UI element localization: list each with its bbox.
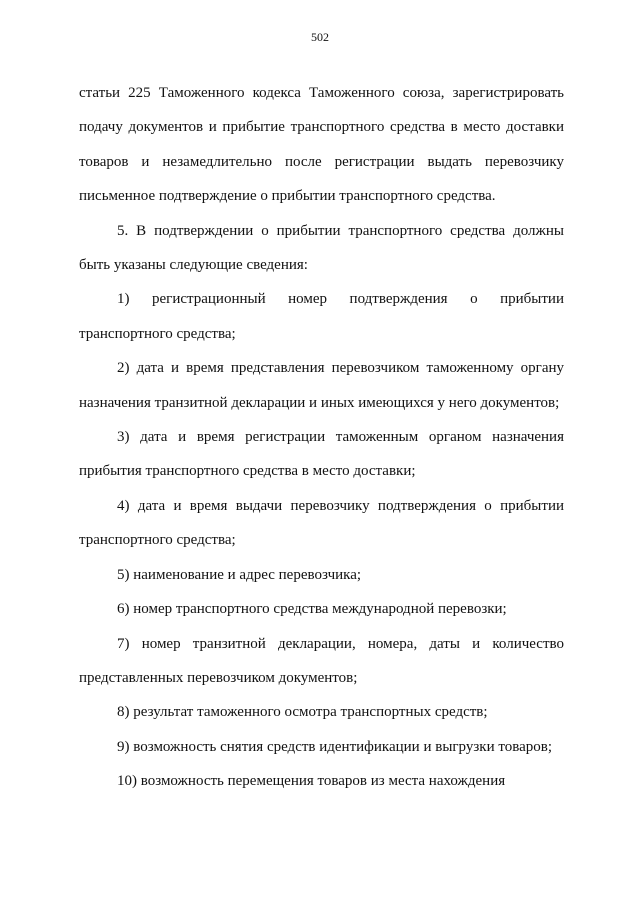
list-item-2: 2) дата и время представления перевозчиком таможенному органу назначения транзитной декларации и иных имеющихся у него документов; [79, 360, 564, 411]
page-number: 502 [311, 30, 329, 44]
list-item-8: 8) результат таможенного осмотра транспортных средств; [117, 704, 488, 721]
list-item-9: 9) возможность снятия средств идентификации и выгрузки товаров; [117, 738, 552, 755]
document-body [79, 76, 564, 799]
list-item-3: 3) дата и время регистрации таможенным органом назначения прибытия транспортного средства в место доставки; [79, 429, 564, 480]
list-item-7: 7) номер транзитной декларации, номера, даты и количество представленных перевозчиком документов; [79, 635, 564, 686]
list-item-10: 10) возможность перемещения товаров из места нахождения [117, 773, 506, 790]
list-item-5: 5) наименование и адрес перевозчика; [117, 566, 362, 583]
paragraph-continuation: статьи 225 Таможенного кодекса Таможенного союза, зарегистрировать подачу документов и прибытие транспортного средства в место доставки товаров и незамедлительно после регистрации выдать перевозчику письменное подтверждение о прибытии транспортного средства. [79, 85, 564, 205]
list-item-1: 1) регистрационный номер подтверждения о прибытии транспортного средства; [79, 291, 564, 342]
list-item-4: 4) дата и время выдачи перевозчику подтверждения о прибытии транспортного средства; [79, 497, 564, 549]
paragraph-item-5: 5. В подтверждении о прибытии транспортного средства должны быть указаны следующие сведения: [79, 222, 564, 274]
list-item-6: 6) номер транспортного средства международной перевозки; [117, 601, 507, 618]
